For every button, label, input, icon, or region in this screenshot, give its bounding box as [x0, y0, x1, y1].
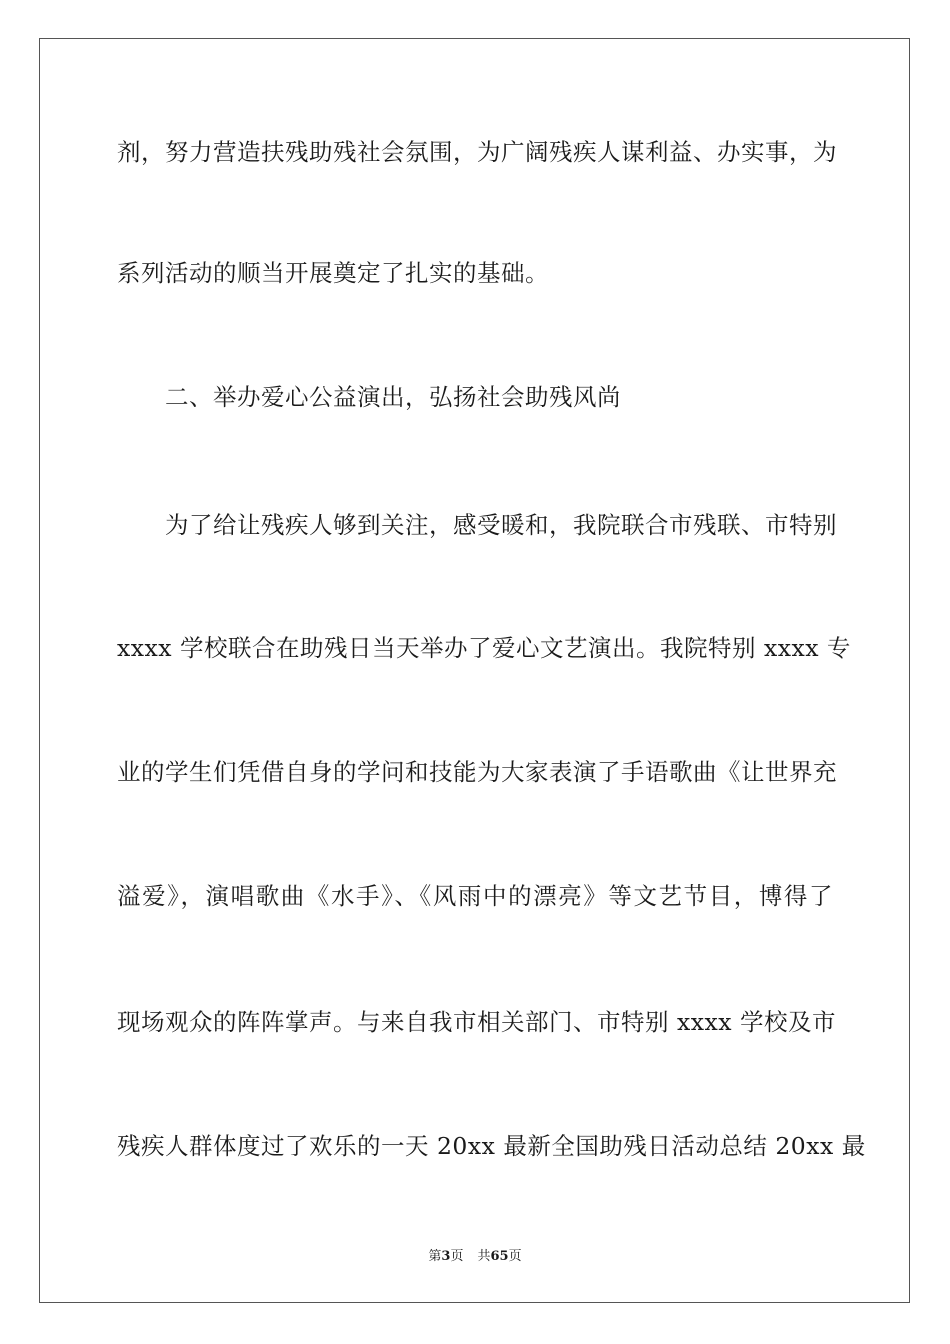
body-text-line-6: 溢爱》，演唱歌曲《水手》、《风雨中的漂亮》等文艺节目，博得了 [117, 882, 833, 910]
total-prefix: 共 [477, 1249, 491, 1264]
page-footer [0, 1248, 950, 1266]
body-text-line-1: 剂，努力营造扶残助残社会氛围，为广阔残疾人谋利益、办实事，为 [117, 138, 837, 166]
page-suffix: 页 [450, 1249, 464, 1264]
section-heading: 二、举办爱心公益演出，弘扬社会助残风尚 [165, 383, 621, 411]
body-text-line-5: 业的学生们凭借自身的学问和技能为大家表演了手语歌曲《让世界充 [117, 758, 837, 786]
page-border [39, 38, 910, 1303]
body-text-line-4: xxxx 学校联合在助残日当天举办了爱心文艺演出。我院特别 xxxx 专 [117, 634, 851, 662]
body-text-line-7: 现场观众的阵阵掌声。与来自我市相关部门、市特别 xxxx 学校及市 [117, 1008, 836, 1036]
page-number: 3 [441, 1249, 451, 1264]
body-text-line-3: 为了给让残疾人够到关注，感受暖和，我院联合市残联、市特别 [165, 511, 837, 539]
page-prefix: 第 [428, 1249, 442, 1264]
total-suffix: 页 [508, 1249, 522, 1264]
body-text-line-2: 系列活动的顺当开展奠定了扎实的基础。 [117, 259, 549, 287]
total-pages: 65 [490, 1249, 509, 1264]
body-text-line-8: 残疾人群体度过了欢乐的一天 20xx 最新全国助残日活动总结 20xx 最 [117, 1132, 866, 1160]
